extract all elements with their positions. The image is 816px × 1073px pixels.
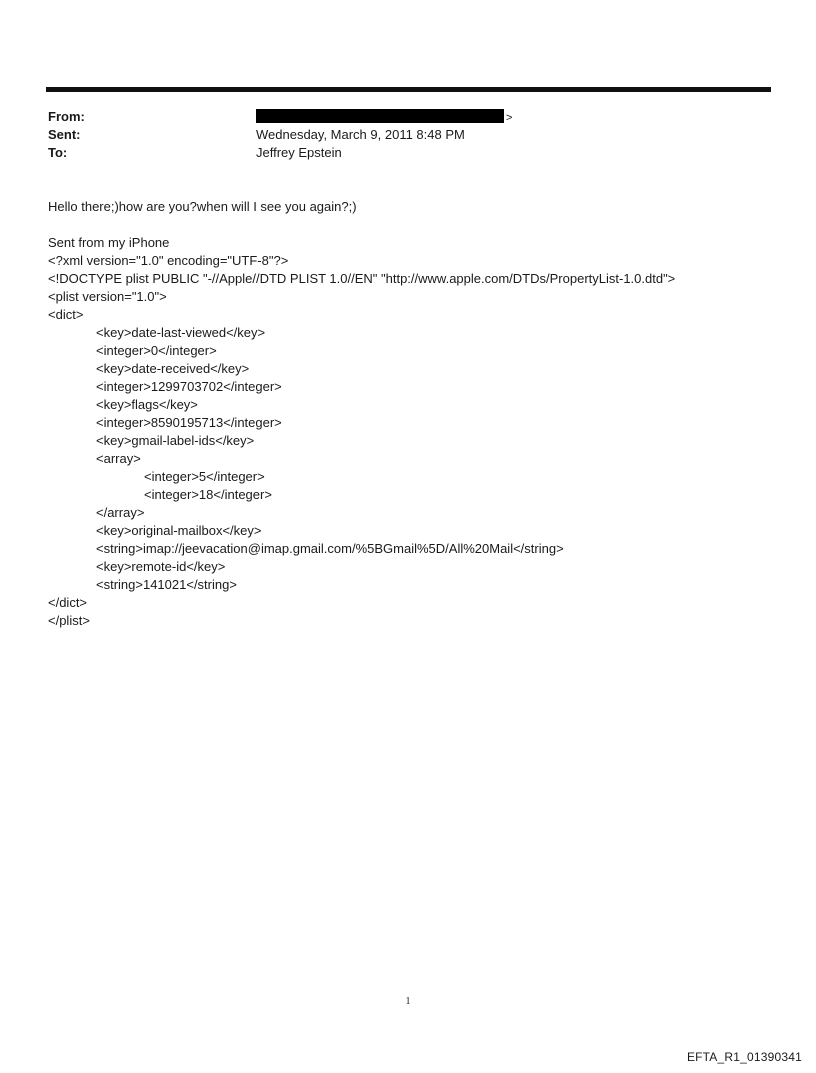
plist-line: <!DOCTYPE plist PUBLIC "-//Apple//DTD PLIST 1.0//EN" "http://www.apple.com/DTDs/PropertyList-1.0.dtd"> [48, 271, 676, 286]
plist-line: </dict> [48, 595, 88, 610]
sent-row [48, 126, 748, 144]
plist-line: <key>date-received</key> [96, 361, 250, 376]
from-value [256, 108, 512, 127]
redaction-block [256, 109, 504, 123]
sent-value: Wednesday, March 9, 2011 8:48 PM [256, 127, 465, 142]
plist-line: <string>imap://jeevacation@imap.gmail.com/%5BGmail%5D/All%20Mail</string> [96, 541, 564, 556]
bates-number: EFTA_R1_01390341 [686, 1050, 802, 1064]
from-label: From: [48, 109, 85, 124]
plist-line: <array> [96, 451, 141, 466]
plist-line: <integer>18</integer> [144, 487, 272, 502]
plist-line: <dict> [48, 307, 84, 322]
sent-label: Sent: [48, 127, 81, 142]
plist-line: <key>date-last-viewed</key> [96, 325, 266, 340]
email-body [48, 198, 788, 630]
plist-line: <key>gmail-label-ids</key> [96, 433, 255, 448]
plist-line: <plist version="1.0"> [48, 289, 167, 304]
from-value-tail: > [506, 112, 513, 124]
plist-line: <key>remote-id</key> [96, 559, 226, 574]
plist-line: <integer>5</integer> [144, 469, 265, 484]
to-row [48, 144, 748, 162]
plist-line: <integer>8590195713</integer> [96, 415, 282, 430]
to-label: To: [48, 145, 68, 160]
plist-line: <key>original-mailbox</key> [96, 523, 262, 538]
to-value: Jeffrey Epstein [256, 145, 342, 160]
plist-line: <?xml version="1.0" encoding="UTF-8"?> [48, 253, 289, 268]
greeting-line: Hello there;)how are you?when will I see you again?;) [48, 199, 357, 214]
plist-line: <integer>1299703702</integer> [96, 379, 282, 394]
signature-line: Sent from my iPhone [48, 235, 170, 250]
signature-block [48, 234, 788, 630]
page-number: 1 [405, 996, 411, 1007]
plist-line: <integer>0</integer> [96, 343, 217, 358]
plist-line: </plist> [48, 613, 90, 628]
plist-line: </array> [96, 505, 145, 520]
plist-line: <string>141021</string> [96, 577, 237, 592]
from-row [48, 108, 748, 126]
email-header [48, 108, 748, 162]
plist-content [48, 252, 788, 630]
plist-line: <key>flags</key> [96, 397, 198, 412]
header-rule [46, 87, 771, 92]
